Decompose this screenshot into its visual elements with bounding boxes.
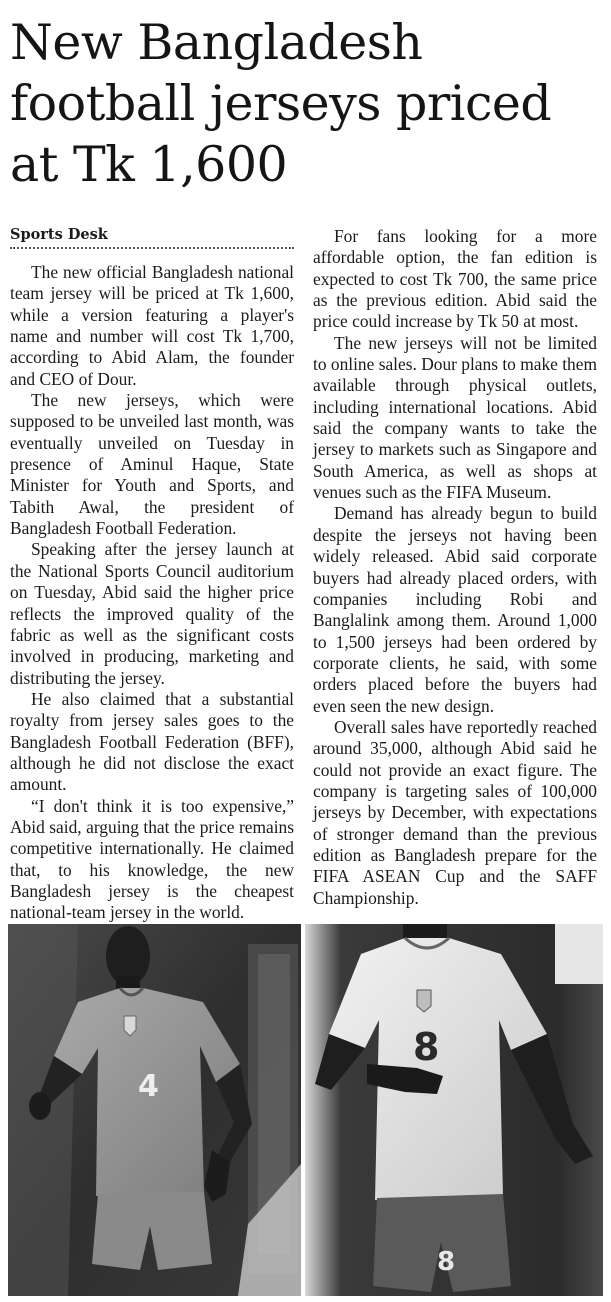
paragraph: He also claimed that a substantial royalty from jersey sales goes to the Bangladesh Football Federation (BFF), although he did not disclose the exact amount. <box>10 688 294 795</box>
jersey-number: 4 <box>138 1069 159 1104</box>
paragraph: For fans looking for a more affordable option, the fan edition is expected to cost Tk 700, the same price as the previous edition. Abid said the price could increase by Tk 50 at most. <box>313 226 597 332</box>
byline: Sports Desk <box>10 226 108 243</box>
photo-jersey-right <box>305 924 603 1296</box>
paragraph: The new jerseys, which were supposed to be unveiled last month, was eventually unveiled on Tuesday in presence of Aminul Haque, State Minister for Youth and Sports, and Tabith Awal, the president of Bangladesh Football Federation. <box>10 390 294 539</box>
paragraph: The new jerseys will not be limited to online sales. Dour plans to make them available through physical outlets, including international locations. Abid said the company wants to take the jersey to markets such as Singapore and South America, as well as shops at venues such as the FIFA Museum. <box>313 332 597 503</box>
paragraph: Speaking after the jersey launch at the National Sports Council auditorium on Tuesday, Abid said the higher price reflects the improved quality of the fabric as well as the significant costs involved in producing, marketing and distributing the jersey. <box>10 539 294 688</box>
paragraph: The new official Bangladesh national team jersey will be priced at Tk 1,600, while a version featuring a player's name and number will cost Tk 1,700, according to Abid Alam, the founder and CEO of Dour. <box>10 262 294 389</box>
paragraph: Overall sales have reportedly reached around 35,000, although Abid said he could not provide an exact figure. The company is targeting sales of 100,000 jerseys by December, with expectations of stronger demand than the previous edition as Bangladesh prepare for the FIFA ASEAN Cup and the SAFF Championship. <box>313 716 597 908</box>
article-column-left <box>10 262 294 924</box>
paragraph: “I don't think it is too expensive,” Abid said, arguing that the price remains competitive internationally. He claimed that, to his knowledge, the new Bangladesh jersey is the cheapest national-team jersey in the world. <box>10 795 294 923</box>
jersey-number: 8 <box>413 1025 440 1069</box>
paragraph: Demand has already begun to build despite the jerseys not having been widely released. Abid said corporate buyers had already placed orders, with companies including Robi and Banglalink among them. Around 1,000 to 1,500 jerseys had been ordered by corporate clients, he said, with some orders placed before the buyers had even seen the new design. <box>313 503 597 716</box>
shorts-number: 8 <box>437 1247 456 1277</box>
article-column-right <box>313 226 597 909</box>
headline: New Bangladesh football jerseys priced at Tk 1,600 <box>10 14 552 193</box>
byline-divider <box>10 247 294 249</box>
photo-jersey-left <box>8 924 301 1296</box>
